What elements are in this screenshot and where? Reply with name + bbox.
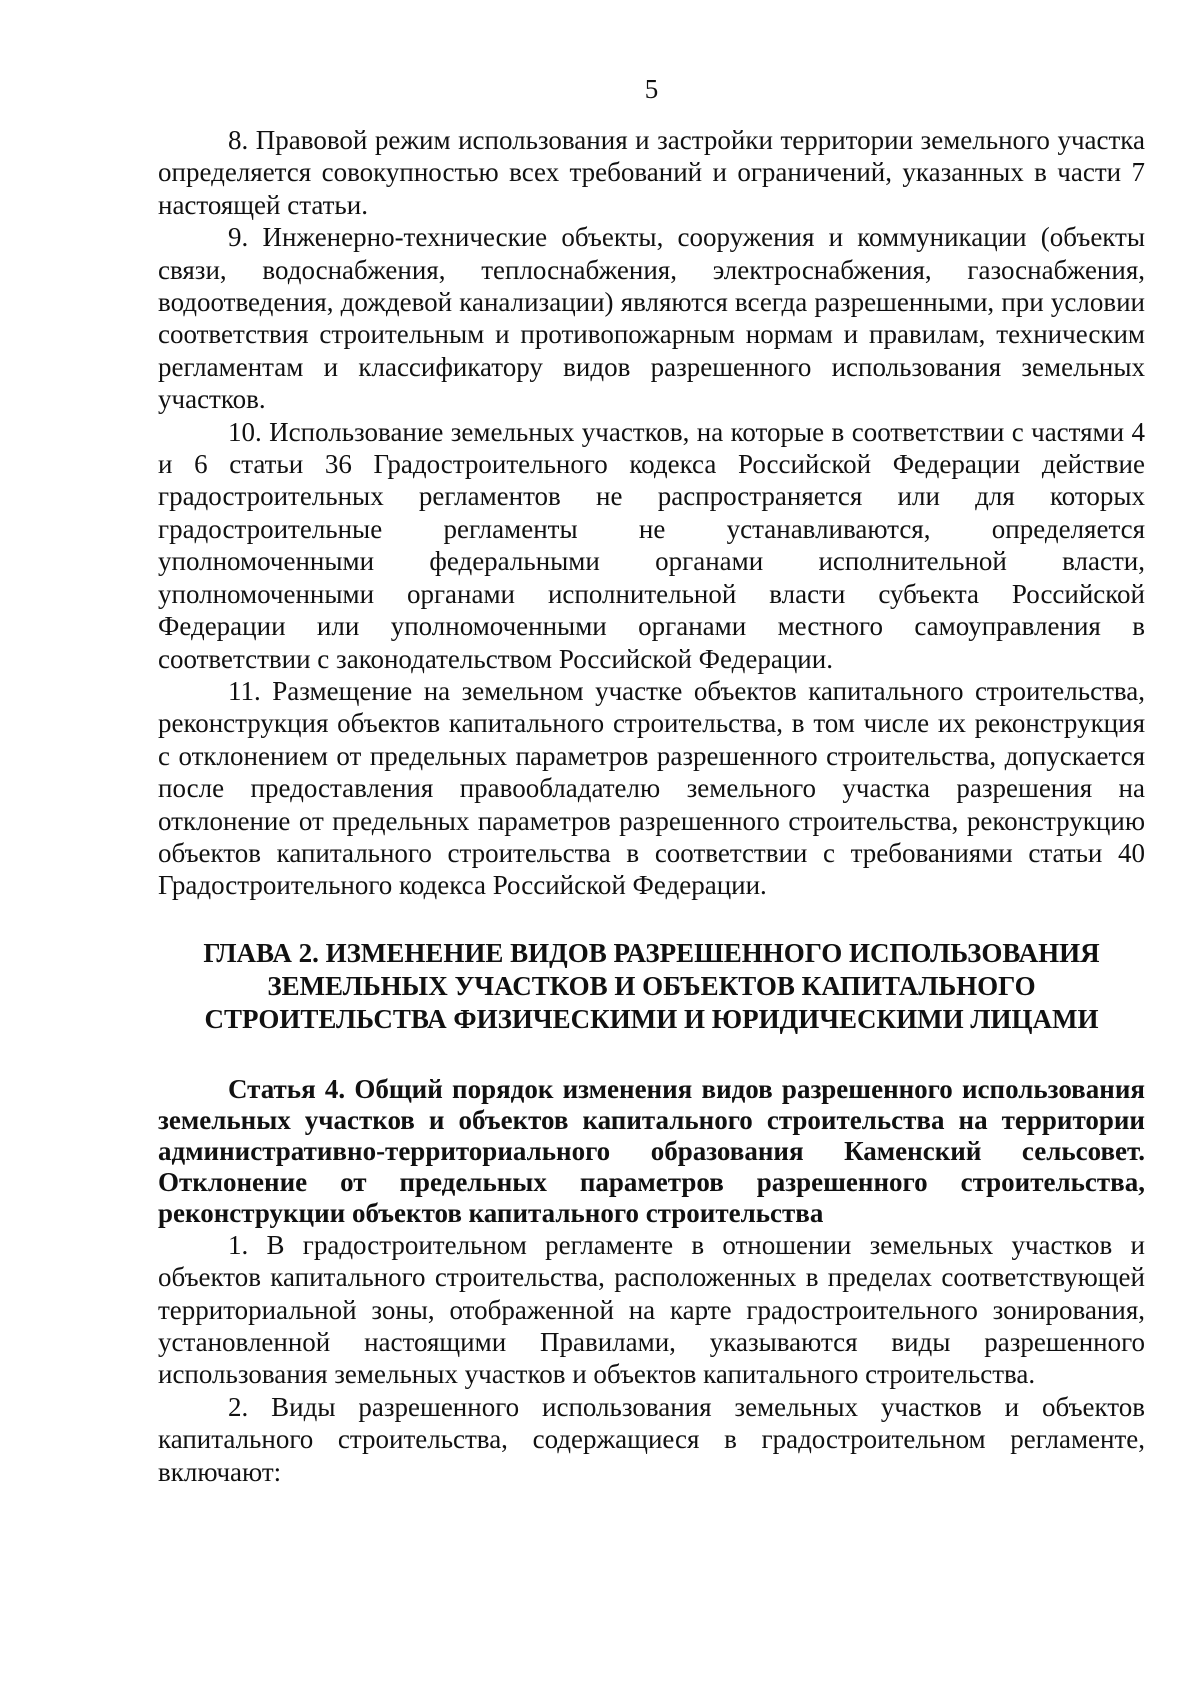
paragraph-11: 11. Размещение на земельном участке объектов капитального строительства, реконструкция объектов капитального строительства, в том числе их реконструкция с отклонением от предельных параметров разрешенного строительства, допускается после предоставления правообладателю земельного участка разрешения на отклонение от предельных параметров разрешенного строительства, реконструкцию объектов капитального строительства в соответствии с требованиями статьи 40 Градостроительного кодекса Российской Федерации. — [158, 675, 1145, 901]
paragraph-10: 10. Использование земельных участков, на которые в соответствии с частями 4 и 6 статьи 36 Градостроительного кодекса Российской Федерации действие градостроительных регламентов не распространяется или для которых градостроительные регламенты не устанавливаются, определяется уполномоченными федеральными органами исполнительной власти, уполномоченными органами исполнительной власти субъекта Российской Федерации или уполномоченными органами местного самоуправления в соответствии с законодательством Российской Федерации. — [158, 416, 1145, 674]
paragraph-9: 9. Инженерно-технические объекты, сооружения и коммуникации (объекты связи, водоснабжения, теплоснабжения, электроснабжения, газоснабжения, водоотведения, дождевой канализации) являются всегда разрешенными, при условии соответствия строительным и противопожарным нормам и правилам, техническим регламентам и классификатору видов разрешенного использования земельных участков. — [158, 222, 1145, 415]
article-heading: Статья 4. Общий порядок изменения видов разрешенного использования земельных участков и объектов капитального строительства на территории административно-территориального образования Каменский сельсовет. Отклонение от предельных параметров разрешенного строительства, реконструкции объектов капитального строительства — [158, 1073, 1145, 1228]
chapter-heading-line-1: ГЛАВА 2. ИЗМЕНЕНИЕ ВИДОВ РАЗРЕШЕННОГО ИСПОЛЬЗОВАНИЯ — [203, 937, 1100, 968]
chapter-heading — [138, 937, 1165, 1036]
page-number: 5 — [644, 74, 659, 104]
chapter-heading-line-3: СТРОИТЕЛЬСТВА ФИЗИЧЕСКИМИ И ЮРИДИЧЕСКИМИ ЛИЦАМИ — [204, 1003, 1099, 1034]
chapter-heading-line-2: ЗЕМЕЛЬНЫХ УЧАСТКОВ И ОБЪЕКТОВ КАПИТАЛЬНОГО — [267, 970, 1036, 1001]
document-page — [158, 62, 1145, 1488]
paragraph-8: 8. Правовой режим использования и застройки территории земельного участка определяется совокупностью всех требований и ограничений, указанных в части 7 настоящей статьи. — [158, 125, 1145, 220]
article-paragraph-1: 1. В градостроительном регламенте в отношении земельных участков и объектов капитального строительства, расположенных в пределах соответствующей территориальной зоны, отображенной на карте градостроительного зонирования, установленной настоящими Правилами, указываются виды разрешенного использования земельных участков и объектов капитального строительства. — [158, 1229, 1145, 1390]
article-paragraph-2: 2. Виды разрешенного использования земельных участков и объектов капитального строительства, содержащиеся в градостроительном регламенте, включают: — [158, 1391, 1145, 1487]
